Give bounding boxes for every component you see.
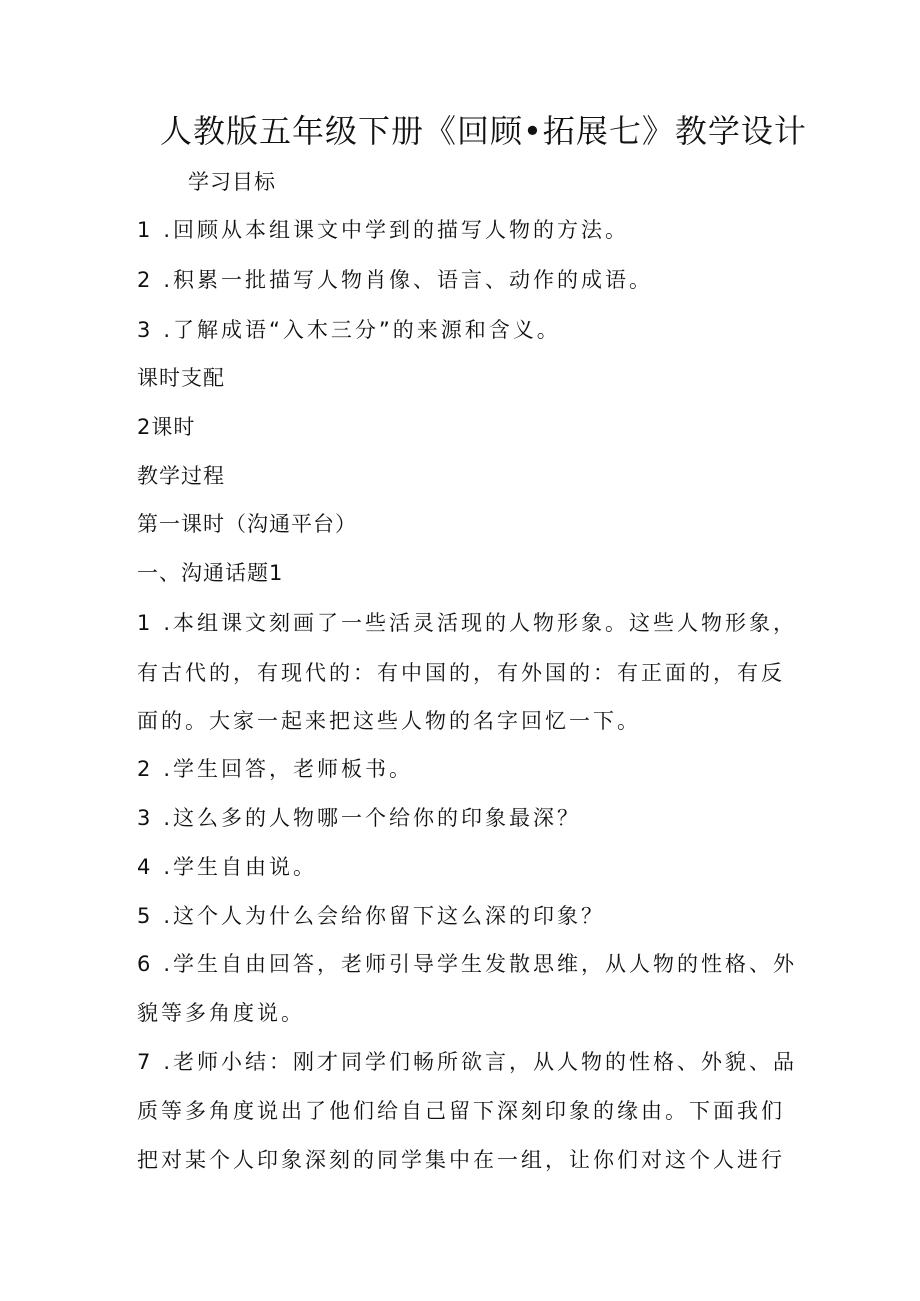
document-title: 人教版五年级下册《回顾•拓展七》教学设计 — [160, 112, 807, 150]
step-item — [137, 607, 797, 637]
objective-number: 1 — [137, 218, 154, 242]
step-number: 3 — [137, 806, 154, 830]
step-continuation: 有古代的，有现代的：有中国的，有外国的：有正面的，有反 — [137, 661, 785, 685]
step-continuation: 质等多角度说出了他们给自己留下深刻印象的缘由。下面我们 — [137, 1099, 785, 1123]
step-item — [137, 1046, 797, 1076]
objective-number: 3 — [137, 318, 154, 342]
step-text: .这个人为什么会给你留下这么深的印象？ — [163, 904, 606, 928]
topic-heading: 一、沟通话题1 — [137, 561, 284, 585]
objective-item — [137, 264, 653, 294]
step-item — [137, 753, 413, 783]
objective-item — [137, 314, 561, 344]
step-item — [137, 851, 317, 881]
step-text: .本组课文刻画了一些活灵活现的人物形象。这些人物形象， — [163, 611, 798, 635]
step-number: 2 — [137, 757, 154, 781]
objectives-heading: 学习目标 — [188, 170, 276, 194]
step-continuation: 把对某个人印象深刻的同学集中在一组，让你们对这个人进行 — [137, 1148, 785, 1172]
step-text: .学生回答，老师板书。 — [163, 757, 414, 781]
objective-text: .回顾从本组课文中学到的描写人物的方法。 — [163, 218, 630, 242]
objective-text: .积累一批描写人物肖像、语言、动作的成语。 — [163, 268, 654, 292]
step-number: 5 — [137, 904, 154, 928]
step-text: .学生自由回答，老师引导学生发散思维，从人物的性格、外 — [163, 952, 798, 976]
lesson-heading: 第一课时（沟通平台） — [137, 512, 357, 536]
objective-item — [137, 214, 629, 244]
step-text: .老师小结：刚才同学们畅所欲言，从人物的性格、外貌、品 — [163, 1050, 798, 1074]
process-heading: 教学过程 — [137, 464, 225, 488]
schedule-heading: 课时支配 — [137, 366, 225, 390]
step-continuation: 貌等多角度说。 — [137, 1001, 305, 1025]
step-continuation: 面的。大家一起来把这些人物的名字回忆一下。 — [137, 709, 641, 733]
objective-number: 2 — [137, 268, 154, 292]
step-number: 6 — [137, 952, 154, 976]
step-item — [137, 900, 605, 930]
step-number: 7 — [137, 1050, 154, 1074]
step-text: .学生自由说。 — [163, 855, 318, 879]
step-number: 1 — [137, 611, 154, 635]
step-text: .这么多的人物哪一个给你的印象最深？ — [163, 806, 582, 830]
schedule-value: 2课时 — [137, 415, 196, 439]
objective-text: .了解成语“入木三分”的来源和含义。 — [163, 318, 561, 342]
step-item — [137, 948, 797, 978]
step-number: 4 — [137, 855, 154, 879]
step-item — [137, 802, 581, 832]
